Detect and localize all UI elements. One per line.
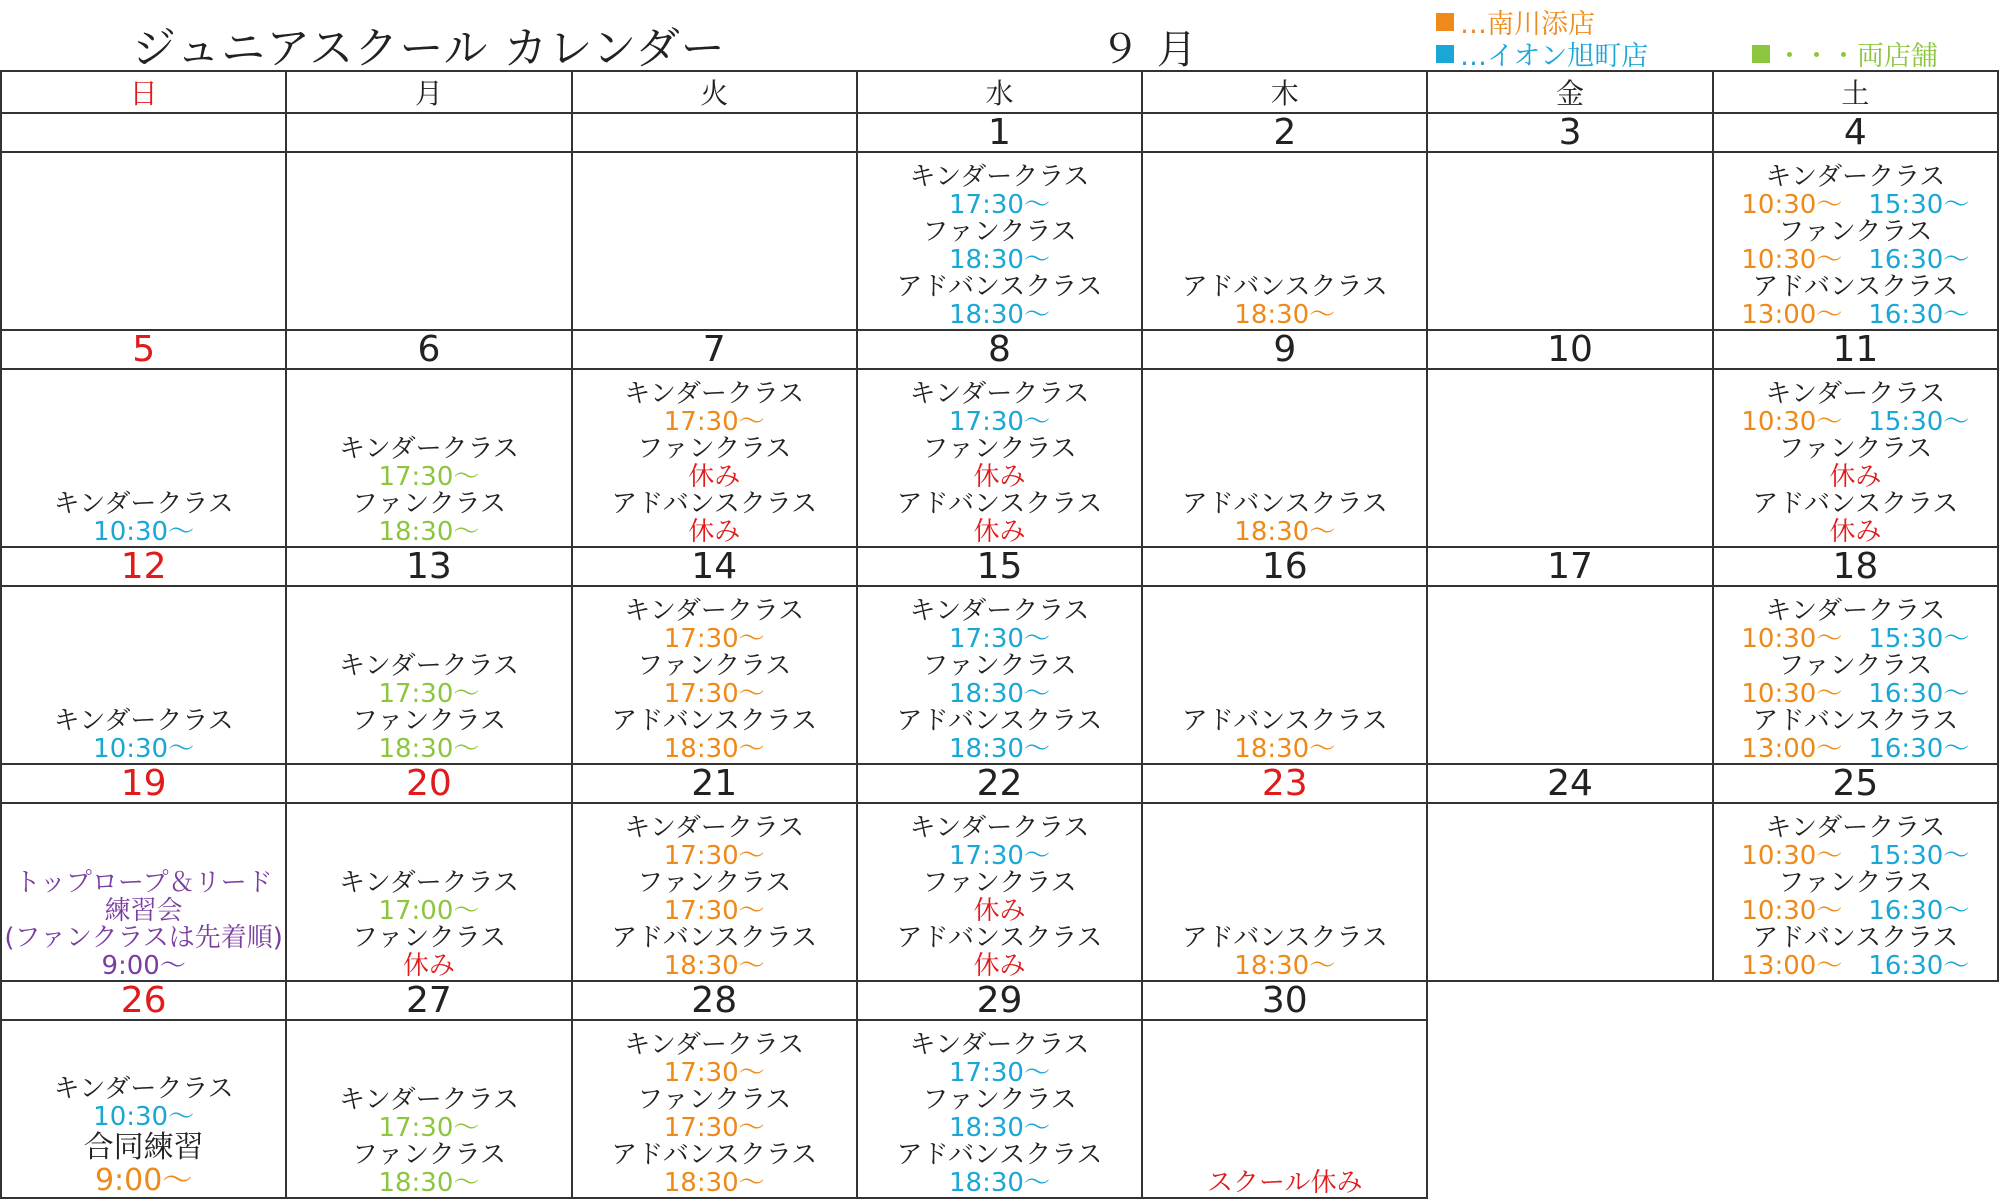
schedule-line: アドバンスクラス (896, 272, 1103, 302)
day-cell (1427, 369, 1712, 547)
schedule-line: ファンクラス (1778, 434, 1933, 464)
date-number (1713, 981, 1998, 1020)
schedule-line: キンダークラス (338, 868, 519, 898)
date-number: 9 (1142, 330, 1427, 369)
date-number: 3 (1427, 113, 1712, 152)
time-minamikawazoe: 10:30～ (1741, 840, 1843, 871)
schedule-line: キンダークラス (338, 1085, 519, 1115)
schedule-line: ファンクラス (637, 868, 792, 898)
day-cell (1713, 152, 1998, 330)
schedule-line: 18:30～ (1234, 733, 1336, 764)
schedule-line: キンダークラス (624, 596, 805, 626)
date-number: 28 (572, 981, 857, 1020)
schedule-line: キンダークラス (1765, 596, 1946, 626)
schedule-line: 休み (402, 950, 455, 981)
schedule-line (1714, 678, 1997, 709)
month-label: ９ 月 (1100, 27, 1199, 73)
schedule-line: ファンクラス (637, 434, 792, 464)
date-number: 4 (1713, 113, 1998, 152)
schedule-line: アドバンスクラス (896, 706, 1103, 736)
time-aeon: 15:30～ (1868, 406, 1970, 437)
date-number: 26 (1, 981, 286, 1020)
schedule-line: 10:30～ (93, 733, 195, 764)
schedule-line: キンダークラス (53, 489, 234, 519)
weekday-header: 土 (1713, 71, 1998, 113)
schedule-line: アドバンスクラス (1181, 489, 1388, 519)
date-number: 25 (1713, 764, 1998, 803)
day-cell (572, 1020, 857, 1198)
schedule-line: 18:30～ (378, 733, 480, 764)
schedule-line: ファンクラス (922, 868, 1077, 898)
calendar-grid (0, 70, 1999, 1199)
time-minamikawazoe: 13:00～ (1741, 733, 1843, 764)
schedule-line: キンダークラス (624, 1030, 805, 1060)
time-minamikawazoe: 10:30～ (1741, 678, 1843, 709)
schedule-line: 17:30～ (663, 840, 765, 871)
date-number: 29 (857, 981, 1142, 1020)
schedule-line: アドバンスクラス (611, 706, 818, 736)
schedule-line: 休み (1829, 516, 1882, 547)
date-number: 11 (1713, 330, 1998, 369)
schedule-line (1714, 244, 1997, 275)
schedule-line: ファンクラス (922, 434, 1077, 464)
schedule-line: キンダークラス (338, 434, 519, 464)
time-aeon: 16:30～ (1868, 895, 1970, 926)
day-cell (1, 803, 286, 981)
schedule-line: 18:30～ (949, 733, 1050, 764)
day-cell (857, 152, 1142, 330)
date-number: 8 (857, 330, 1142, 369)
date-number: 14 (572, 547, 857, 586)
schedule-line: 18:30～ (1234, 299, 1336, 330)
weekday-header: 木 (1142, 71, 1427, 113)
schedule-line: アドバンスクラス (896, 489, 1103, 519)
date-number: 19 (1, 764, 286, 803)
schedule-line: (ファンクラスは先着順) (4, 923, 283, 953)
day-cell (1, 1020, 286, 1198)
schedule-row (1, 1020, 1998, 1198)
date-number: 20 (286, 764, 571, 803)
schedule-line: アドバンスクラス (896, 923, 1103, 953)
schedule-line (1714, 840, 1997, 871)
schedule-line: 18:30～ (663, 950, 765, 981)
date-number: 13 (286, 547, 571, 586)
schedule-line: トップロープ＆リード (14, 868, 273, 898)
time-minamikawazoe: 13:00～ (1741, 950, 1843, 981)
legend-label: ・・・両店舗 (1776, 41, 1938, 72)
day-cell (1, 152, 286, 330)
schedule-line: キンダークラス (909, 1030, 1090, 1060)
schedule-line: 休み (688, 516, 741, 547)
day-cell (857, 1020, 1142, 1198)
schedule-line: キンダークラス (1765, 162, 1946, 192)
schedule-line: 18:30～ (378, 1167, 480, 1198)
schedule-line: 休み (1829, 461, 1882, 492)
schedule-line: ファンクラス (351, 1140, 507, 1170)
schedule-line: 18:30～ (949, 1167, 1050, 1198)
schedule-line: 18:30～ (949, 1112, 1050, 1143)
schedule-line: 18:30～ (378, 516, 480, 547)
date-number (1427, 981, 1712, 1020)
day-cell (857, 586, 1142, 764)
time-aeon: 16:30～ (1868, 244, 1970, 275)
day-cell (286, 803, 571, 981)
schedule-line: アドバンスクラス (1752, 489, 1959, 519)
schedule-line: 9:00～ (101, 950, 186, 981)
schedule-line: 17:30～ (663, 406, 765, 437)
schedule-line: 18:30～ (1234, 516, 1336, 547)
schedule-line: 18:30～ (663, 733, 765, 764)
date-number: 6 (286, 330, 571, 369)
schedule-line: アドバンスクラス (1181, 272, 1388, 302)
weekday-header: 月 (286, 71, 571, 113)
schedule-line: アドバンスクラス (611, 489, 818, 519)
day-cell (1142, 1020, 1427, 1198)
day-cell (572, 369, 857, 547)
schedule-line: 18:30～ (949, 299, 1050, 330)
schedule-line: 17:30～ (378, 678, 480, 709)
day-cell (286, 586, 571, 764)
day-cell (286, 1020, 571, 1198)
schedule-line: 休み (973, 461, 1026, 492)
schedule-line: ファンクラス (351, 923, 507, 953)
schedule-line: 休み (973, 516, 1026, 547)
schedule-line: 17:30～ (663, 1112, 765, 1143)
schedule-line: 休み (688, 461, 741, 492)
date-number: 7 (572, 330, 857, 369)
schedule-line: 18:30～ (949, 678, 1050, 709)
day-cell (1713, 803, 1998, 981)
schedule-line: アドバンスクラス (1752, 272, 1959, 302)
schedule-line: ファンクラス (1778, 868, 1933, 898)
day-cell (1142, 803, 1427, 981)
time-minamikawazoe: 10:30～ (1741, 406, 1843, 437)
schedule-line: アドバンスクラス (896, 1140, 1103, 1170)
schedule-line: 17:30～ (949, 1057, 1050, 1088)
schedule-row (1, 586, 1998, 764)
day-cell (572, 803, 857, 981)
schedule-line: 17:30～ (378, 461, 480, 492)
schedule-line: ファンクラス (922, 651, 1077, 681)
schedule-line (1714, 406, 1997, 437)
schedule-line: ファンクラス (637, 651, 792, 681)
schedule-line: アドバンスクラス (611, 1140, 818, 1170)
schedule-row (1, 803, 1998, 981)
schedule-line: キンダークラス (909, 379, 1090, 409)
date-number: 5 (1, 330, 286, 369)
day-cell (572, 152, 857, 330)
day-cell (1142, 586, 1427, 764)
schedule-line: アドバンスクラス (1752, 923, 1959, 953)
schedule-line: アドバンスクラス (1752, 706, 1959, 736)
schedule-line: 17:30～ (663, 623, 765, 654)
time-minamikawazoe: 10:30～ (1741, 244, 1843, 275)
time-minamikawazoe: 10:30～ (1741, 895, 1843, 926)
day-cell (1427, 586, 1712, 764)
weekday-header: 火 (572, 71, 857, 113)
schedule-line: アドバンスクラス (1181, 706, 1388, 736)
calendar-title: ジュニアスクール カレンダー (132, 23, 726, 74)
schedule-row (1, 369, 1998, 547)
schedule-line: 休み (973, 950, 1026, 981)
date-number: 17 (1427, 547, 1712, 586)
schedule-line: ファンクラス (922, 217, 1077, 247)
day-cell (1, 369, 286, 547)
schedule-line: 17:30～ (663, 678, 765, 709)
schedule-line: アドバンスクラス (611, 923, 818, 953)
time-aeon: 15:30～ (1868, 623, 1970, 654)
day-cell (1713, 586, 1998, 764)
time-minamikawazoe: 10:30～ (1741, 189, 1843, 220)
schedule-line: 17:30～ (949, 623, 1050, 654)
schedule-line: 合同練習 (83, 1130, 204, 1165)
date-row (1, 547, 1998, 586)
schedule-line: ファンクラス (1778, 651, 1933, 681)
schedule-line: 18:30～ (1234, 950, 1336, 981)
day-cell (857, 369, 1142, 547)
schedule-line: 17:30～ (949, 406, 1050, 437)
time-aeon: 15:30～ (1868, 189, 1970, 220)
date-number: 22 (857, 764, 1142, 803)
day-cell (286, 152, 571, 330)
green-square-icon (1752, 45, 1770, 63)
date-number: 27 (286, 981, 571, 1020)
schedule-line: ファンクラス (1778, 217, 1933, 247)
date-number: 16 (1142, 547, 1427, 586)
schedule-line: キンダークラス (338, 651, 519, 681)
schedule-line: 17:30～ (949, 840, 1050, 871)
schedule-line: 10:30～ (93, 1101, 195, 1132)
schedule-line: キンダークラス (53, 1074, 234, 1104)
date-number (1, 113, 286, 152)
schedule-line: キンダークラス (624, 813, 805, 843)
schedule-line: キンダークラス (909, 162, 1090, 192)
schedule-line: ファンクラス (922, 1085, 1077, 1115)
schedule-line: 9:00～ (94, 1163, 193, 1198)
schedule-line: 18:30～ (949, 244, 1050, 275)
date-number: 24 (1427, 764, 1712, 803)
schedule-line: キンダークラス (53, 706, 234, 736)
schedule-line: 10:30～ (93, 516, 195, 547)
date-row (1, 981, 1998, 1020)
schedule-line: キンダークラス (909, 596, 1090, 626)
time-minamikawazoe: 13:00～ (1741, 299, 1843, 330)
day-cell (1713, 369, 1998, 547)
time-aeon: 16:30～ (1868, 678, 1970, 709)
legend-both-stores (1752, 34, 1938, 73)
schedule-line (1714, 623, 1997, 654)
date-row (1, 764, 1998, 803)
date-number: 2 (1142, 113, 1427, 152)
schedule-line: キンダークラス (624, 379, 805, 409)
schedule-line: 17:30～ (663, 895, 765, 926)
schedule-line (1714, 189, 1997, 220)
day-cell (572, 586, 857, 764)
day-cell (857, 803, 1142, 981)
time-aeon: 16:30～ (1868, 950, 1970, 981)
day-cell (1427, 152, 1712, 330)
schedule-line: アドバンスクラス (1181, 923, 1388, 953)
date-row (1, 113, 1998, 152)
schedule-line: 17:00～ (378, 895, 480, 926)
date-number: 23 (1142, 764, 1427, 803)
blue-square-icon (1436, 45, 1454, 63)
schedule-line: ファンクラス (351, 489, 507, 519)
schedule-line: 17:30～ (949, 189, 1050, 220)
day-cell (286, 369, 571, 547)
schedule-line (1714, 299, 1997, 330)
legend-label: …南川添店 (1460, 9, 1595, 40)
date-number: 18 (1713, 547, 1998, 586)
weekday-header: 水 (857, 71, 1142, 113)
time-minamikawazoe: 10:30～ (1741, 623, 1843, 654)
legend-aeon-asahimachi (1436, 34, 1648, 73)
time-aeon: 15:30～ (1868, 840, 1970, 871)
date-row (1, 330, 1998, 369)
date-number: 21 (572, 764, 857, 803)
schedule-line: キンダークラス (909, 813, 1090, 843)
day-cell (1, 586, 286, 764)
date-number: 1 (857, 113, 1142, 152)
schedule-line: 休み (973, 895, 1026, 926)
weekday-header: 金 (1427, 71, 1712, 113)
schedule-line (1714, 733, 1997, 764)
day-cell (1142, 369, 1427, 547)
schedule-line: 17:30～ (378, 1112, 480, 1143)
schedule-line: ファンクラス (637, 1085, 792, 1115)
date-number (572, 113, 857, 152)
orange-square-icon (1436, 13, 1454, 31)
schedule-line (1714, 895, 1997, 926)
legend-label: …イオン旭町店 (1460, 41, 1649, 72)
schedule-row (1, 152, 1998, 330)
date-number (286, 113, 571, 152)
date-number: 12 (1, 547, 286, 586)
day-cell (1142, 152, 1427, 330)
schedule-line: キンダークラス (1765, 813, 1946, 843)
time-aeon: 16:30～ (1868, 299, 1970, 330)
schedule-line: ファンクラス (351, 706, 507, 736)
schedule-line (1714, 950, 1997, 981)
day-cell (1427, 803, 1712, 981)
date-number: 10 (1427, 330, 1712, 369)
day-cell (1427, 1020, 1712, 1198)
schedule-line: スクール休み (1207, 1167, 1363, 1198)
date-number: 15 (857, 547, 1142, 586)
schedule-line: 練習会 (104, 895, 183, 926)
weekday-header-row (1, 71, 1998, 113)
schedule-line: 17:30～ (663, 1057, 765, 1088)
time-aeon: 16:30～ (1868, 733, 1970, 764)
weekday-header: 日 (1, 71, 286, 113)
schedule-line: キンダークラス (1765, 379, 1946, 409)
date-number: 30 (1142, 981, 1427, 1020)
day-cell (1713, 1020, 1998, 1198)
schedule-line: 18:30～ (663, 1167, 765, 1198)
